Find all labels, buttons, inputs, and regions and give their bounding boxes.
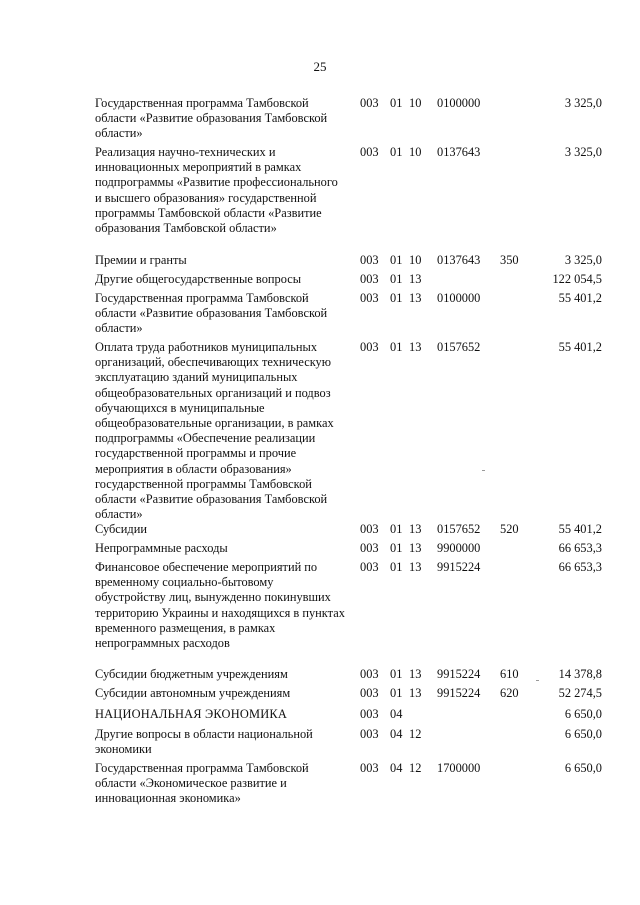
amount: 66 653,3 bbox=[558, 541, 602, 555]
expense-type-code: 620 bbox=[500, 686, 519, 700]
subsection-code: 10 bbox=[409, 96, 422, 110]
admin-code: 003 bbox=[360, 340, 379, 354]
target-article-code: 9915224 bbox=[437, 667, 481, 681]
row-description: Субсидии bbox=[95, 522, 147, 536]
subsection-code: 10 bbox=[409, 145, 422, 159]
row-description: Государственная программа Тамбовской области «Экономическое развитие и инновационная экономика» bbox=[95, 761, 309, 806]
admin-code: 003 bbox=[360, 707, 379, 721]
admin-code: 003 bbox=[360, 253, 379, 267]
admin-code: 003 bbox=[360, 560, 379, 574]
admin-code: 003 bbox=[360, 291, 379, 305]
target-article-code: 0157652 bbox=[437, 522, 481, 536]
target-article-code: 0137643 bbox=[437, 253, 481, 267]
amount: 14 378,8 bbox=[558, 667, 602, 681]
section-code: 01 bbox=[390, 96, 403, 110]
row-description: Финансовое обеспечение мероприятий по временному социально-бытовому обустройству лиц, вынужденно покинувших территорию Украины и находящихся в пунктах временного размещения, в рамках непрограммных расходов bbox=[95, 560, 345, 651]
target-article-code: 1700000 bbox=[437, 761, 481, 775]
amount: 122 054,5 bbox=[552, 272, 602, 286]
row-description: Премии и гранты bbox=[95, 253, 187, 267]
expense-type-code: 350 bbox=[500, 253, 519, 267]
amount: 3 325,0 bbox=[564, 145, 602, 159]
target-article-code: 0100000 bbox=[437, 291, 481, 305]
row-description: Непрограммные расходы bbox=[95, 541, 228, 555]
row-description: Государственная программа Тамбовской области «Развитие образования Тамбовской области» bbox=[95, 291, 328, 336]
row-description: НАЦИОНАЛЬНАЯ ЭКОНОМИКА bbox=[95, 707, 287, 721]
subsection-code: 12 bbox=[409, 727, 422, 741]
subsection-code: 13 bbox=[409, 686, 422, 700]
section-code: 01 bbox=[390, 253, 403, 267]
section-code: 01 bbox=[390, 291, 403, 305]
section-code: 04 bbox=[390, 727, 403, 741]
section-code: 01 bbox=[390, 686, 403, 700]
amount: 52 274,5 bbox=[558, 686, 602, 700]
admin-code: 003 bbox=[360, 686, 379, 700]
target-article-code: 9900000 bbox=[437, 541, 481, 555]
admin-code: 003 bbox=[360, 761, 379, 775]
scan-speck bbox=[536, 680, 539, 681]
amount: 55 401,2 bbox=[558, 522, 602, 536]
subsection-code: 13 bbox=[409, 560, 422, 574]
target-article-code: 0100000 bbox=[437, 96, 481, 110]
admin-code: 003 bbox=[360, 541, 379, 555]
row-description: Государственная программа Тамбовской области «Развитие образования Тамбовской области» bbox=[95, 96, 328, 141]
amount: 6 650,0 bbox=[564, 707, 602, 721]
amount: 55 401,2 bbox=[558, 340, 602, 354]
amount: 55 401,2 bbox=[558, 291, 602, 305]
subsection-code: 10 bbox=[409, 253, 422, 267]
row-description: Субсидии автономным учреждениям bbox=[95, 686, 291, 700]
target-article-code: 9915224 bbox=[437, 686, 481, 700]
target-article-code: 9915224 bbox=[437, 560, 481, 574]
amount: 3 325,0 bbox=[564, 253, 602, 267]
amount: 66 653,3 bbox=[558, 560, 602, 574]
subsection-code: 13 bbox=[409, 667, 422, 681]
expense-type-code: 610 bbox=[500, 667, 519, 681]
amount: 6 650,0 bbox=[564, 727, 602, 741]
section-code: 04 bbox=[390, 707, 403, 721]
amount: 3 325,0 bbox=[564, 96, 602, 110]
row-description: Реализация научно-технических и инновационных мероприятий в рамках подпрограммы «Развитие профессионального и высшего образования» государственной программы Тамбовской области «Развитие образования Тамбовской области» bbox=[95, 145, 338, 236]
subsection-code: 13 bbox=[409, 522, 422, 536]
subsection-code: 13 bbox=[409, 541, 422, 555]
admin-code: 003 bbox=[360, 667, 379, 681]
expense-type-code: 520 bbox=[500, 522, 519, 536]
subsection-code: 12 bbox=[409, 761, 422, 775]
section-code: 01 bbox=[390, 272, 403, 286]
subsection-code: 13 bbox=[409, 272, 422, 286]
admin-code: 003 bbox=[360, 727, 379, 741]
section-code: 01 bbox=[390, 560, 403, 574]
row-description: Другие общегосударственные вопросы bbox=[95, 272, 302, 286]
admin-code: 003 bbox=[360, 522, 379, 536]
scan-speck bbox=[482, 470, 485, 471]
admin-code: 003 bbox=[360, 145, 379, 159]
section-code: 01 bbox=[390, 340, 403, 354]
section-code: 01 bbox=[390, 522, 403, 536]
target-article-code: 0157652 bbox=[437, 340, 481, 354]
section-code: 04 bbox=[390, 761, 403, 775]
row-description: Оплата труда работников муниципальных организаций, обеспечивающих техническую эксплуатацию зданий муниципальных общеобразовательных организаций и подвоз обучающихся в муниципальные общеобразовательные организации, в рамках подпрограммы «Обеспечение реализации государственной программы и прочие мероприятия в области образования» государственной программы Тамбовской области «Развитие образования Тамбовской области» bbox=[95, 340, 334, 522]
section-code: 01 bbox=[390, 145, 403, 159]
row-description: Другие вопросы в области национальной экономики bbox=[95, 727, 313, 757]
subsection-code: 13 bbox=[409, 340, 422, 354]
row-description: Субсидии бюджетным учреждениям bbox=[95, 667, 288, 681]
subsection-code: 13 bbox=[409, 291, 422, 305]
section-code: 01 bbox=[390, 667, 403, 681]
page-number: 25 bbox=[313, 59, 327, 74]
admin-code: 003 bbox=[360, 272, 379, 286]
admin-code: 003 bbox=[360, 96, 379, 110]
section-code: 01 bbox=[390, 541, 403, 555]
amount: 6 650,0 bbox=[564, 761, 602, 775]
target-article-code: 0137643 bbox=[437, 145, 481, 159]
